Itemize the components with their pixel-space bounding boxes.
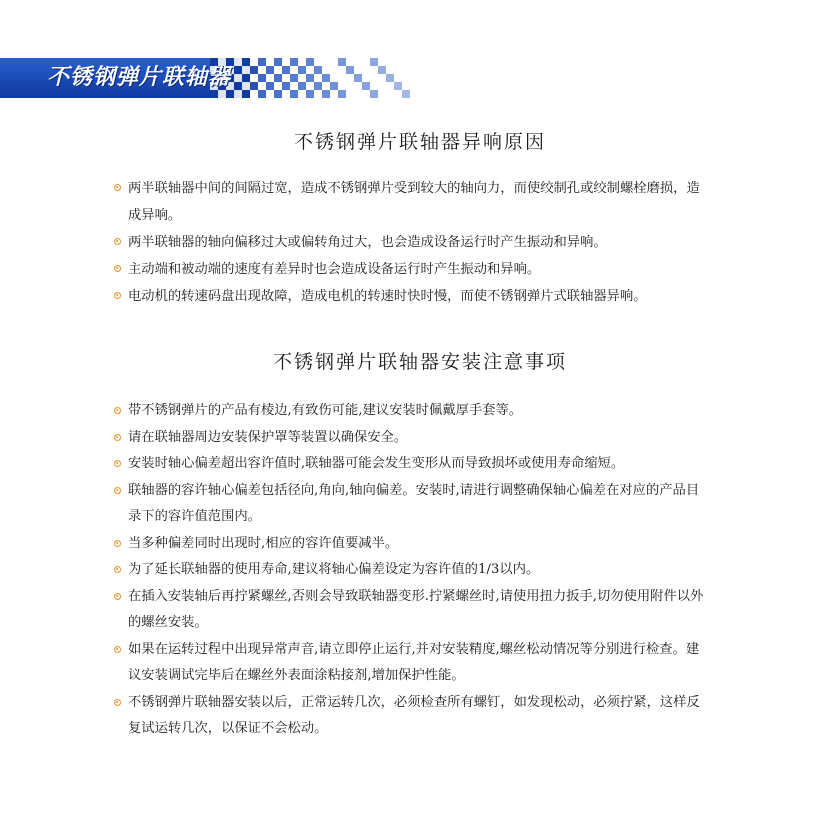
list-item: 为了延长联轴器的使用寿命,建议将轴心偏差设定为容许值的1/3以内。 [114,557,704,584]
list-item: 两半联轴器中间的间隔过宽，造成不锈钢弹片受到较大的轴向力，而使绞制孔或绞制螺栓磨损，造成异响。 [114,175,704,229]
list-item: 联轴器的容许轴心偏差包括径向,角向,轴向偏差。安装时,请进行调整确保轴心偏差在对应的产品目录下的容许值范围内。 [114,478,704,531]
list-item: 两半联轴器的轴向偏移过大或偏转角过大，也会造成设备运行时产生振动和异响。 [114,229,704,256]
bullet-icon [114,292,121,299]
bullet-icon [114,540,121,547]
section-title-installation-notes: 不锈钢弹片联轴器安装注意事项 [272,351,567,373]
list-item: 请在联轴器周边安装保护罩等装置以确保安全。 [114,425,704,452]
list-item: 电动机的转速码盘出现故障，造成电机的转速时快时慢，而使不锈钢弹片式联轴器异响。 [114,283,704,310]
list-item: 如果在运转过程中出现异常声音,请立即停止运行,并对安装精度,螺丝松动情况等分别进行检查。建议安装调试完毕后在螺丝外表面涂粘接剂,增加保护性能。 [114,637,704,690]
bullet-icon [114,434,121,441]
installation-notes-list [114,398,704,743]
list-item: 当多种偏差同时出现时,相应的容许值要减半。 [114,531,704,558]
bullet-icon [114,487,121,494]
bullet-icon [114,184,121,191]
list-item: 带不锈钢弹片的产品有棱边,有致伤可能,建议安装时佩戴厚手套等。 [114,398,704,425]
bullet-icon [114,646,121,653]
bullet-icon [114,593,121,600]
bullet-icon [114,566,121,573]
noise-causes-list [114,175,704,310]
bullet-icon [114,407,121,414]
list-item: 不锈钢弹片联轴器安装以后，正常运转几次，必须检查所有螺钉，如发现松动，必须拧紧，这样反复试运转几次，以保证不会松动。 [114,690,704,743]
section-title-noise-causes: 不锈钢弹片联轴器异响原因 [293,131,546,153]
list-item: 主动端和被动端的速度有差异时也会造成设备运行时产生振动和异响。 [114,256,704,283]
bullet-icon [114,265,121,272]
bullet-icon [114,460,121,467]
list-item: 在插入安装轴后再拧紧螺丝,否则会导致联轴器变形.拧紧螺丝时,请使用扭力扳手,切勿使用附件以外的螺丝安装。 [114,584,704,637]
bullet-icon [114,699,121,706]
bullet-icon [114,238,121,245]
list-item: 安装时轴心偏差超出容许值时,联轴器可能会发生变形从而导致损坏或使用寿命缩短。 [114,451,704,478]
header-banner [0,58,420,98]
banner-title: 不锈钢弹片联轴器 [47,65,232,90]
